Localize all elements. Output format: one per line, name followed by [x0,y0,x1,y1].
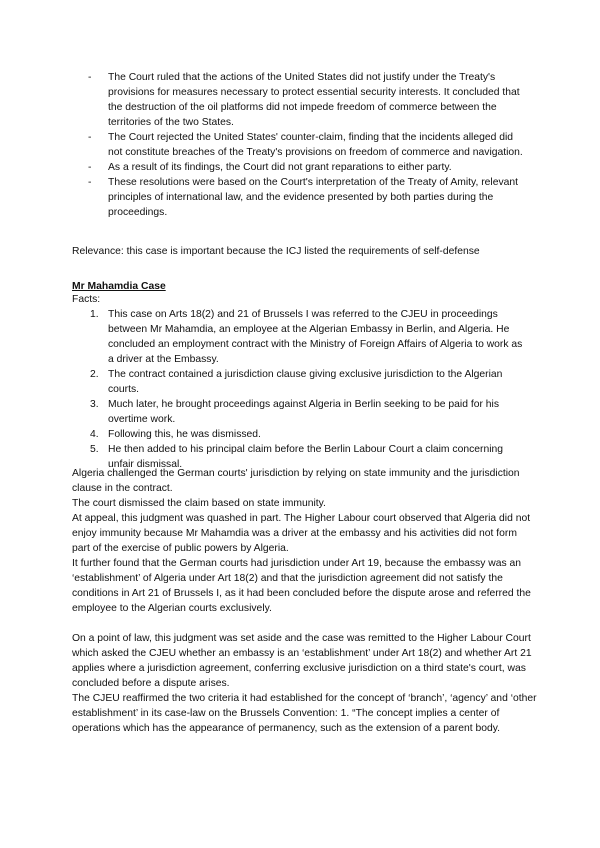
bullet-marker: - [88,72,92,83]
list-number: 4. [90,429,99,440]
bullet-text: The Court ruled that the actions of the United States did not justify under the Treaty's provisions for measures necessary to protect essential security interests. It concluded that the destruction of the oil platforms did not impede freedom of commerce between the territories of the two States. [108,72,520,128]
list-item [88,130,528,160]
facts-numbered-list [90,307,530,472]
list-item [90,427,530,442]
list-number: 5. [90,444,99,455]
fact-text: This case on Arts 18(2) and 21 of Brussels I was referred to the CJEU in proceedings between Mr Mahamdia, an employee at the Algerian Embassy in Berlin, and Algeria. He concluded an employment contract with the Ministry of Foreign Affairs of Algeria to work as a driver at the Embassy. [108,309,523,365]
list-item [88,160,528,175]
paragraph: On a point of law, this judgment was set aside and the case was remitted to the Higher Labour Court which asked the CJEU whether an embassy is an ‘establishment’ under Art 18(2) and whether Art 21 applies where a jurisdiction agreement, conferring exclusive jurisdiction on a third state's court, was concluded before a dispute arises. [72,633,532,689]
bullet-text: The Court rejected the United States' counter-claim, finding that the incidents alleged did not constitute breaches of the Treaty's provisions on freedom of commerce and navigation. [108,132,523,158]
bullet-marker: - [88,177,92,188]
fact-text: The contract contained a jurisdiction clause giving exclusive jurisdiction to the Algerian courts. [108,369,503,395]
list-item [90,397,530,427]
fact-text: He then added to his principal claim before the Berlin Labour Court a claim concerning unfair dismissal. [108,444,504,470]
fact-text: Following this, he was dismissed. [108,429,261,440]
paragraph: At appeal, this judgment was quashed in part. The Higher Labour court observed that Algeria did not enjoy immunity because Mr Mahamdia was a driver at the embassy and his activities did not form part of the exercise of public powers by Algeria. [72,513,531,554]
body-text-block [72,466,537,616]
relevance-note: Relevance: this case is important because the ICJ listed the requirements of self-defense [72,246,480,257]
list-item [88,70,528,130]
list-number: 3. [90,399,99,410]
list-item [88,175,528,220]
list-item [90,367,530,397]
bullet-marker: - [88,162,92,173]
findings-bullet-list [88,70,528,220]
body-text-block [72,631,537,736]
paragraph: Algeria challenged the German courts' jurisdiction by relying on state immunity and the jurisdiction clause in the contract. [72,468,520,494]
case-heading: Mr Mahamdia Case [72,281,166,292]
bullet-text: As a result of its findings, the Court did not grant reparations to either party. [108,162,452,173]
paragraph: It further found that the German courts had jurisdiction under Art 19, because the embassy was an ‘establishment’ of Algeria under Art 18(2) and that the jurisdiction agreement did not satisfy the conditions in Art 21 of Brussels I, as it had been concluded before the dispute arose and referred the employee to the Algerian courts exclusively. [72,558,531,614]
list-number: 1. [90,309,99,320]
paragraph: The court dismissed the claim based on state immunity. [72,498,326,509]
bullet-marker: - [88,132,92,143]
fact-text: Much later, he brought proceedings against Algeria in Berlin seeking to be paid for his overtime work. [108,399,500,425]
facts-label: Facts: [72,294,101,305]
list-item [90,307,530,367]
bullet-text: These resolutions were based on the Court's interpretation of the Treaty of Amity, relevant principles of international law, and the evidence presented by both parties during the proceedings. [108,177,519,218]
list-number: 2. [90,369,99,380]
paragraph: The CJEU reaffirmed the two criteria it had established for the concept of ‘branch’, ‘agency’ and ‘other establishment’ in its case-law on the Brussels Convention: 1. “The concept implies a center of operations which has the appearance of permanency, such as the extension of a parent body. [72,693,537,734]
